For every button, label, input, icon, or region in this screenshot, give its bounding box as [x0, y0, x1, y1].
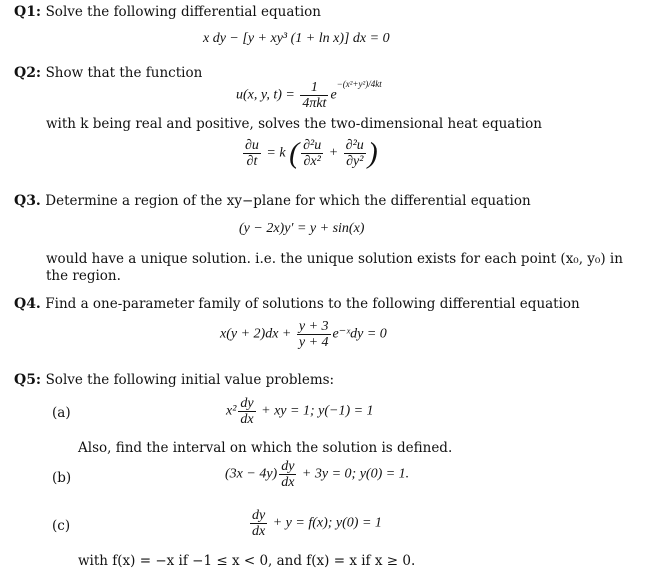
- q1-label: Q1:: [14, 4, 42, 20]
- q5a-eq-fraction: [238, 396, 255, 427]
- q5b-eq-fraction: [279, 459, 296, 490]
- q2-label: Q2:: [14, 65, 42, 81]
- q2-heading: [14, 65, 202, 81]
- q4-eq-den: y + 4: [298, 335, 329, 350]
- q5b-label: (b): [52, 470, 72, 486]
- q2-heat-plus: +: [328, 145, 339, 161]
- q5c-eq-num: dy: [252, 508, 266, 523]
- q2-after-text: with k being real and positive, solves the two-dimensional heat equation: [46, 116, 542, 132]
- q4-eq-fraction: [297, 319, 331, 350]
- q5-heading: [14, 372, 334, 388]
- q2-right-paren: ): [367, 136, 378, 170]
- q5a-eq-den: dx: [240, 412, 254, 427]
- q5-text: Solve the following initial value problems:: [45, 372, 335, 388]
- q5c-eq-fraction: [250, 508, 267, 539]
- q5b-eq-pre: (3x − 4y): [225, 466, 278, 482]
- q5a-equation: [226, 396, 374, 427]
- q5c-equation: [248, 508, 382, 539]
- q3-heading: [14, 193, 531, 209]
- q5a-eq-pre: x²: [226, 403, 237, 419]
- q5b-eq-post: + 3y = 0; y(0) = 1.: [301, 466, 410, 482]
- q4-heading: [14, 296, 580, 312]
- q3-after-text-1: would have a unique solution. i.e. the unique solution exists for each point (x₀, y₀) in: [46, 251, 623, 267]
- q3-text: Determine a region of the xy−plane for which the differential equation: [45, 193, 531, 209]
- q2-heat-t1-num: ∂²u: [303, 138, 322, 153]
- q5b-eq-den: dx: [281, 475, 295, 490]
- q2-heat-lhs-num: ∂u: [245, 138, 259, 153]
- q2-function-equation: [236, 80, 382, 111]
- q5c-eq-den: dx: [252, 524, 266, 539]
- q5b-eq-num: dy: [281, 459, 295, 474]
- q2-eq-den: 4πkt: [302, 96, 327, 111]
- q5c-note: with f(x) = −x if −1 ≤ x < 0, and f(x) = x if x ≥ 0.: [78, 553, 416, 569]
- q3-after-text-2: the region.: [46, 268, 121, 284]
- q2-heat-term2: [344, 138, 366, 169]
- q2-eq-num: 1: [300, 80, 328, 96]
- q1-heading: [14, 4, 321, 20]
- q3-equation: (y − 2x)y′ = y + sin(x): [239, 221, 365, 236]
- q4-text: Find a one-parameter family of solutions to the following differential equation: [45, 296, 580, 312]
- q5-label: Q5:: [14, 372, 42, 388]
- q5a-eq-num: dy: [240, 396, 254, 411]
- q4-label: Q4.: [14, 296, 41, 312]
- q5c-label: (c): [52, 518, 71, 534]
- q4-eq-rhs: e⁻ˣdy = 0: [332, 326, 387, 342]
- q2-eq-exp-base: e: [330, 87, 337, 103]
- q1-text: Solve the following differential equation: [45, 4, 321, 20]
- q2-heat-lhs: [243, 138, 261, 169]
- q2-text: Show that the function: [45, 65, 203, 81]
- q5c-eq-post: + y = f(x); y(0) = 1: [272, 515, 382, 531]
- q2-eq-fraction: [300, 80, 328, 111]
- q5a-eq-post: + xy = 1; y(−1) = 1: [261, 403, 374, 419]
- q5a-label: (a): [52, 405, 71, 421]
- q2-heat-eq: = k: [266, 145, 286, 161]
- q2-left-paren: (: [289, 136, 300, 170]
- q2-heat-equation: [241, 138, 378, 169]
- q4-eq-num: y + 3: [298, 319, 329, 334]
- q2-eq-lhs: u(x, y, t) =: [236, 87, 295, 103]
- q4-eq-lhs: x(y + 2)dx +: [220, 326, 292, 342]
- q4-equation: [220, 319, 387, 350]
- q2-heat-lhs-den: ∂t: [246, 154, 258, 169]
- q5b-equation: [225, 459, 409, 490]
- q2-heat-term1: [301, 138, 323, 169]
- q3-label: Q3.: [14, 193, 41, 209]
- q2-heat-t1-den: ∂x²: [303, 154, 321, 169]
- q2-heat-t2-den: ∂y²: [346, 154, 364, 169]
- q2-heat-t2-num: ∂²u: [345, 138, 364, 153]
- q1-equation: x dy − [y + xy³ (1 + ln x)] dx = 0: [203, 31, 390, 46]
- q2-eq-exp: −(x²+y²)/4kt: [336, 79, 382, 90]
- q5a-note: Also, find the interval on which the solution is defined.: [78, 440, 453, 456]
